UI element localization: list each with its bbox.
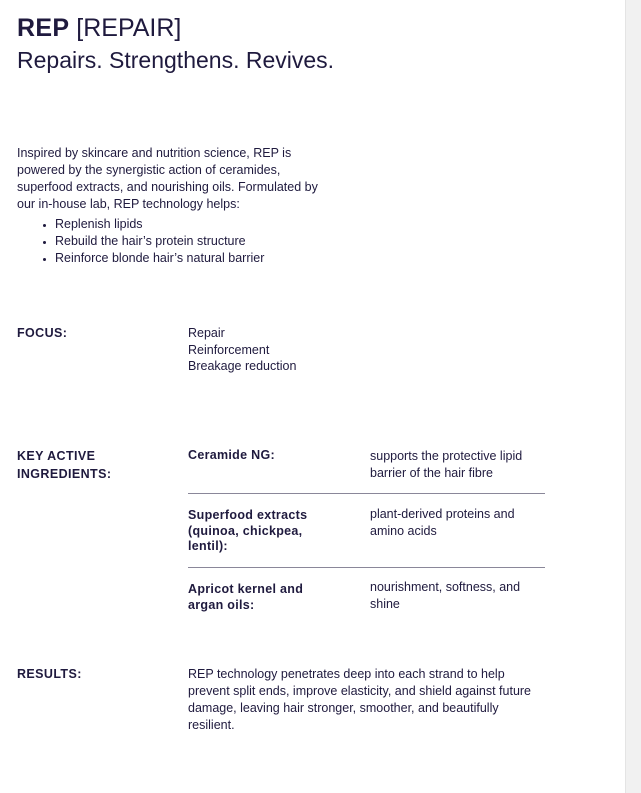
scrollbar[interactable] — [625, 0, 641, 793]
focus-item: Reinforcement — [188, 342, 270, 357]
list-item: Reinforce blonde hair’s natural barrier — [40, 250, 264, 267]
divider — [188, 493, 545, 494]
page-subtitle: Repairs. Strengthens. Revives. — [17, 47, 335, 73]
page-title — [17, 14, 181, 42]
focus-item: Repair — [188, 326, 225, 340]
ingredient-description: nourishment, softness, and shine — [370, 580, 521, 611]
intro-paragraph: Inspired by skincare and nutrition science, REP is powered by the synergistic action of ceramides, superfood extracts, and nourishing oils. Formulated by our in-house lab, REP technology helps: — [17, 146, 318, 211]
ingredient-description: supports the protective lipid barrier of the hair fibre — [370, 449, 523, 480]
focus-item: Breakage reduction — [188, 359, 297, 373]
results-paragraph: REP technology penetrates deep into each strand to help prevent split ends, improve elasticity, and shield against future damage, leaving hair stronger, smoother, and beautifully resilient. — [188, 667, 532, 732]
results-label: RESULTS: — [17, 667, 82, 681]
focus-list — [188, 325, 296, 375]
focus-label: FOCUS: — [17, 326, 68, 340]
ingredient-description: plant-derived proteins and amino acids — [370, 507, 515, 538]
list-item: Rebuild the hair’s protein structure — [40, 233, 264, 250]
key-ingredients-label: KEY ACTIVE INGREDIENTS: — [17, 449, 112, 481]
list-item: Replenish lipids — [40, 216, 264, 233]
title-bracket: [REPAIR] — [76, 14, 182, 42]
title-bold: REP — [17, 14, 70, 42]
ingredient-name: Apricot kernel and argan oils: — [188, 582, 304, 612]
ingredient-name: Ceramide NG: — [188, 448, 275, 462]
benefits-list — [40, 216, 264, 267]
divider — [188, 567, 545, 568]
ingredient-name: Superfood extracts (quinoa, chickpea, lentil): — [188, 508, 308, 553]
